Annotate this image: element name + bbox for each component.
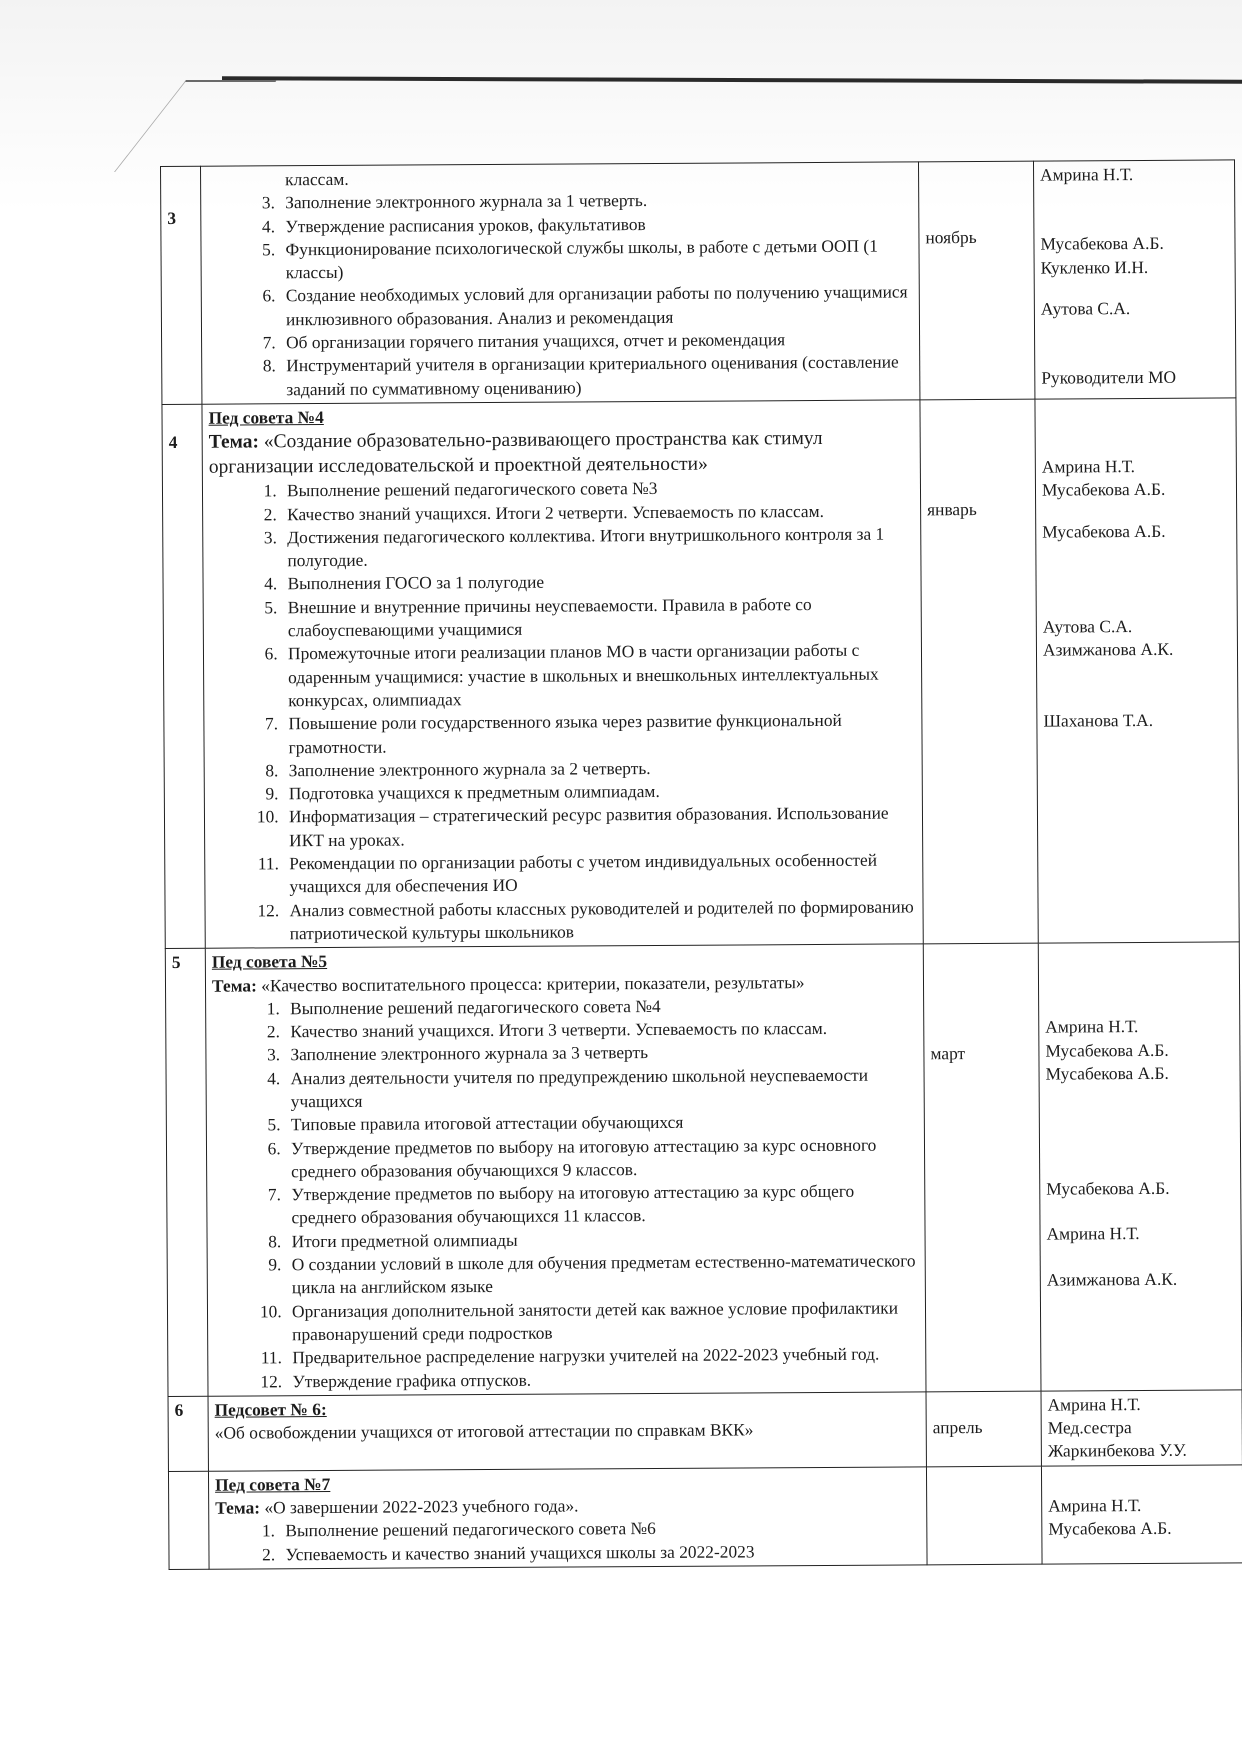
list-item: 9. О создании условий в школе для обучения предметам естественно-математического цикла на английском языке — [286, 1249, 919, 1299]
section-topic: Тема: «Качество воспитательного процесса: критерии, показатели, результаты» — [211, 971, 805, 996]
list-item: 8. Заполнение электронного журнала за 2 четверть. — [283, 755, 916, 782]
responsible-name: Амрина Н.Т. — [1047, 1393, 1141, 1415]
list-item: 6. Утверждение предметов по выбору на итоговую аттестацию за курс основного среднего образования обучающихся 9 классов. — [285, 1133, 918, 1183]
spacer — [1042, 501, 1230, 520]
row-number: 6 — [168, 1396, 208, 1471]
agenda-list — [207, 188, 913, 402]
agenda-list — [209, 476, 917, 946]
row-responsible — [1035, 398, 1239, 943]
row-responsible — [1041, 1465, 1242, 1564]
list-item: 1. Выполнение решений педагогического совета №3 — [281, 476, 914, 503]
spacer — [1048, 1467, 1236, 1494]
row-responsible — [1038, 942, 1242, 1391]
responsible-name: Кукленко И.Н. — [1040, 256, 1149, 278]
list-item: 9. Подготовка учащихся к предметным олимпиадам. — [283, 779, 916, 806]
responsible-name: Мусабекова А.Б. — [1045, 1062, 1169, 1084]
responsible-name: Мусабекова А.Б. — [1041, 479, 1166, 500]
list-item: 4. Утверждение расписания уроков, факультативов — [279, 211, 912, 238]
list-item: 7. Об организации горячего питания учащихся, отчет и рекомендация — [280, 327, 913, 354]
responsible-name: Жаркинбекова У.У. — [1047, 1440, 1187, 1462]
spacer — [1041, 320, 1229, 367]
list-item: 5. Внешние и внутренние причины неуспеваемости. Правила в работе со слабоуспевающими учащимися — [282, 592, 915, 642]
spacer — [1041, 278, 1229, 297]
list-item: 2. Успеваемость и качество знаний учащихся школы за 2022-2023 — [279, 1539, 920, 1566]
responsible-name: Руководители МО — [1041, 366, 1177, 388]
row-number: 4 — [162, 404, 205, 948]
list-item: 3. Заполнение электронного журнала за 3 четверть — [284, 1040, 917, 1067]
list-item: 12. Анализ совместной работы классных руководителей и родителей по формированию патриотической культуры школьников — [283, 895, 916, 945]
list-item: 3. Достижения педагогического коллектива. Итоги внутришкольного контроля за 1 полугодие. — [281, 522, 914, 572]
agenda-list — [212, 993, 919, 1393]
list-item: 4. Выполнения ГОСО за 1 полугодие — [281, 569, 914, 596]
list-item: 11. Рекомендации по организации работы с учетом индивидуальных особенностей учащихся для обеспечения ИО — [283, 848, 916, 898]
list-item: 6. Промежуточные итоги реализации планов МО в части организации работы с одаренным учащимися: участие в школьных и внешкольных интеллектуальных конкурсах, олимпиадах — [282, 639, 915, 713]
list-item: 10. Организация дополнительной занятости детей как важное условие профилактики правонарушений среди подростков — [286, 1296, 919, 1346]
spacer — [1041, 400, 1229, 455]
responsible-name: Мусабекова А.Б. — [1042, 520, 1166, 542]
responsible-name: Мусабекова А.Б. — [1046, 1177, 1170, 1199]
responsible-name: Мусабекова А.Б. — [1048, 1517, 1172, 1539]
continuation-text: классам. — [285, 168, 349, 190]
responsible-name: Мед.сестра — [1047, 1417, 1132, 1438]
row-content — [208, 1467, 927, 1570]
row-date: апрель — [926, 1391, 1041, 1467]
row-content — [201, 162, 920, 404]
row-content — [205, 944, 926, 1396]
table-row — [168, 1390, 1242, 1471]
list-item: 7. Повышение роли государственного языка через развитие функциональной грамотности. — [282, 709, 915, 759]
list-item: 10. Информатизация – стратегический ресурс развития образования. Использование ИКТ на уроках. — [283, 802, 916, 852]
row-number: 3 — [161, 166, 202, 404]
row-number — [168, 1471, 209, 1569]
row-content — [208, 1392, 926, 1471]
responsible-name: Амрина Н.Т. — [1046, 1223, 1140, 1244]
row-date: март — [923, 943, 1041, 1391]
responsible-name: Азимжанова А.К. — [1046, 1268, 1178, 1290]
section-title: Пед совета №5 — [211, 951, 328, 972]
list-item: 2. Качество знаний учащихся. Итоги 2 четверти. Успеваемость по классам. — [281, 499, 914, 526]
list-item: 1. Выполнение решений педагогического совета №4 — [284, 993, 917, 1020]
list-item: 2. Качество знаний учащихся. Итоги 3 четверти. Успеваемость по классам. — [284, 1016, 917, 1043]
responsible-name: Мусабекова А.Б. — [1040, 233, 1164, 254]
section-topic: Тема: «Создание образовательно-развивающего пространства как стимул организации исследовательской и проектной деятельности» — [208, 428, 823, 478]
responsible-name: Амрина Н.Т. — [1040, 164, 1134, 185]
list-item: 8. Инструментарий учителя в организации критериального оценивания (составление заданий по суммативному оцениванию) — [280, 351, 913, 401]
list-item: 11. Предварительное распределение нагрузки учителей на 2022-2023 учебный год. — [286, 1343, 919, 1370]
responsible-name: Аутова С.А. — [1042, 615, 1133, 637]
pedagogical-council-plan-table — [160, 159, 1242, 1569]
responsible-name: Амрина Н.Т. — [1048, 1494, 1142, 1516]
list-item: 12. Утверждение графика отпусков. — [286, 1366, 919, 1393]
spacer — [1046, 1200, 1234, 1223]
spacer — [1042, 542, 1230, 615]
spacer — [1040, 209, 1228, 233]
list-item: 5. Функционирование психологической службы школы, в работе с детьми ООП (1 классы) — [279, 234, 912, 284]
responsible-name: Шаханова Т.А. — [1043, 710, 1154, 732]
row-responsible — [1033, 160, 1235, 399]
list-item: 4. Анализ деятельности учителя по предупреждению школьной неуспеваемости учащихся — [285, 1063, 918, 1113]
list-item: 7. Утверждение предметов по выбору на итоговую аттестацию за курс общего среднего образования обучающихся 11 классов. — [285, 1180, 918, 1230]
row-responsible — [1041, 1390, 1242, 1466]
responsible-name: Мусабекова А.Б. — [1045, 1039, 1169, 1061]
responsible-name: Амрина Н.Т. — [1045, 1016, 1139, 1037]
spacer — [1046, 1085, 1235, 1178]
row-date: ноябрь — [918, 161, 1034, 400]
section-title: Педсовет № 6: — [214, 1398, 327, 1420]
agenda-list — [215, 1516, 920, 1567]
section-topic: Тема: «О завершении 2022-2023 учебного года». — [215, 1495, 579, 1518]
spacer — [1040, 186, 1228, 210]
list-item: 8. Итоги предметной олимпиады — [286, 1226, 919, 1253]
list-item: 5. Типовые правила итоговой аттестации обучающихся — [285, 1110, 918, 1137]
responsible-name: Азимжанова А.К. — [1042, 638, 1174, 660]
responsible-name: Амрина Н.Т. — [1041, 456, 1135, 477]
list-item: 3. Заполнение электронного журнала за 1 четверть. — [279, 188, 912, 215]
table-row — [161, 160, 1236, 405]
row-number: 5 — [165, 948, 208, 1396]
section-title: Пед совета №7 — [214, 1473, 331, 1495]
table-row — [168, 1465, 1242, 1570]
row-content — [202, 400, 923, 949]
section-topic: «Об освобождении учащихся от итоговой аттестации по справкам ВКК» — [214, 1419, 754, 1443]
spacer — [1047, 1245, 1235, 1268]
responsible-name: Аутова С.А. — [1040, 297, 1131, 319]
row-date — [926, 1466, 1042, 1565]
list-item: 1. Выполнение решений педагогического совета №6 — [279, 1516, 920, 1543]
list-item: 6. Создание необходимых условий для организации работы по получению учащимися инклюзивного образования. Анализ и рекомендация — [280, 281, 913, 331]
section-title: Пед совета №4 — [208, 406, 324, 428]
spacer — [1045, 945, 1233, 1016]
spacer — [1043, 661, 1231, 710]
table-row — [162, 398, 1239, 949]
table-row — [165, 942, 1242, 1396]
row-date: январь — [920, 399, 1038, 944]
